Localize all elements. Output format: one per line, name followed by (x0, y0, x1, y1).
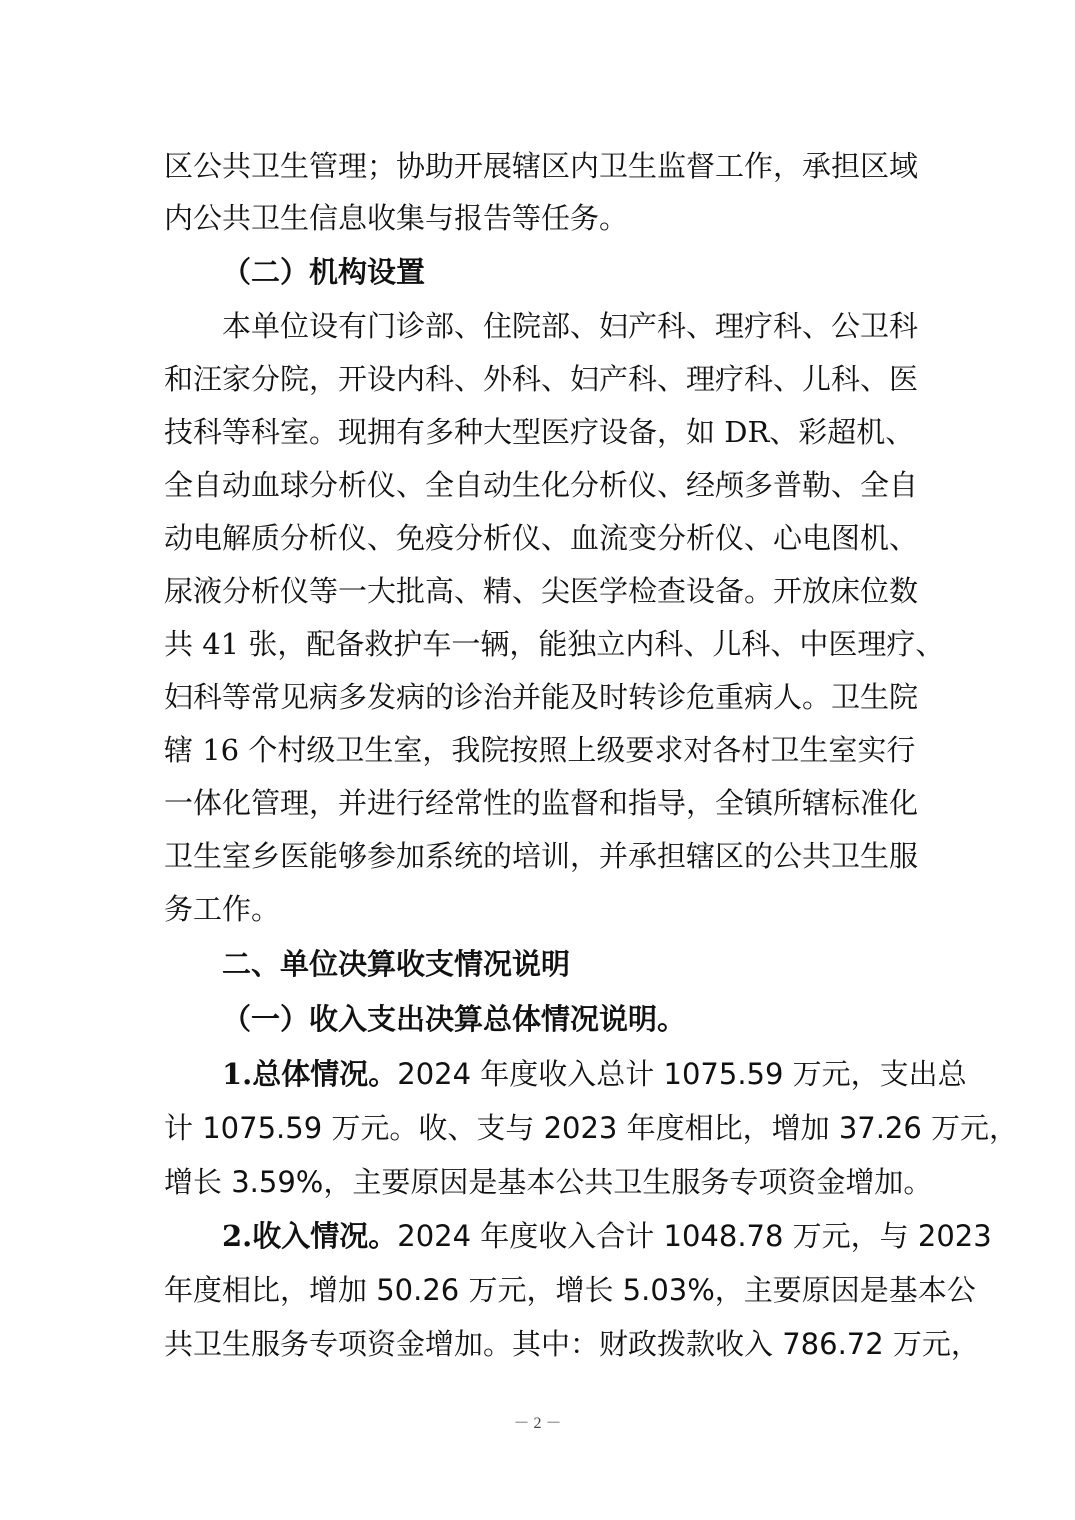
body-text-line: 辖 16 个村级卫生室，我院按照上级要求对各村卫生室实行 (164, 733, 916, 767)
body-text-line: 增长 3.59%，主要原因是基本公共卫生服务专项资金增加。 (164, 1165, 933, 1199)
body-text-line: 动电解质分析仪、免疫分析仪、血流变分析仪、心电图机、 (164, 521, 919, 555)
overall-label: 1.总体情况。 (222, 1057, 398, 1091)
body-text-line: 本单位设有门诊部、住院部、妇产科、理疗科、公卫科 (222, 309, 919, 343)
body-text-line: 内公共卫生信息收集与报告等任务。 (164, 201, 629, 235)
body-text-line: 年度相比，增加 50.26 万元，增长 5.03%，主要原因是基本公 (164, 1273, 976, 1307)
body-text-line: 一体化管理，并进行经常性的监督和指导，全镇所辖标准化 (164, 786, 919, 820)
income-label: 2.收入情况。 (222, 1219, 398, 1253)
body-text-line: 共卫生服务专项资金增加。其中：财政拨款收入 786.72 万元， (164, 1327, 980, 1361)
body-text-line: 和汪家分院，开设内科、外科、妇产科、理疗科、儿科、医 (164, 362, 919, 396)
body-text-line: 共 41 张，配备救护车一辆，能独立内科、儿科、中医理疗、 (164, 627, 945, 661)
income-text: 2024 年度收入合计 1048.78 万元，与 2023 (397, 1219, 992, 1253)
body-text-line: 妇科等常见病多发病的诊治并能及时转诊危重病人。卫生院 (164, 680, 919, 714)
overall-line-1 (222, 1056, 982, 1092)
body-text-line: 计 1075.59 万元。收、支与 2023 年度相比，增加 37.26 万元， (164, 1111, 1019, 1145)
body-text-line: 务工作。 (164, 892, 281, 926)
body-text-line: 区公共卫生管理；协助开展辖区内卫生监督工作，承担区域 (164, 149, 919, 183)
body-text-line: 技科等科室。现拥有多种大型医疗设备，如 DR、彩超机、 (164, 415, 915, 449)
body-text-line: 全自动血球分析仪、全自动生化分析仪、经颅多普勒、全自 (164, 468, 919, 502)
overall-text: 2024 年度收入总计 1075.59 万元，支出总 (397, 1057, 967, 1091)
page-number: － 2 － (513, 1415, 562, 1432)
body-text-line: 卫生室乡医能够参加系统的培训，并承担辖区的公共卫生服 (164, 839, 919, 873)
section-heading-org-setup: （二）机构设置 (222, 255, 426, 289)
income-line-1 (222, 1218, 992, 1254)
section-heading-overview: （一）收入支出决算总体情况说明。 (222, 1002, 687, 1036)
chapter-heading-budget: 二、单位决算收支情况说明 (222, 947, 571, 981)
body-text-line: 尿液分析仪等一大批高、精、尖医学检查设备。开放床位数 (164, 574, 919, 608)
